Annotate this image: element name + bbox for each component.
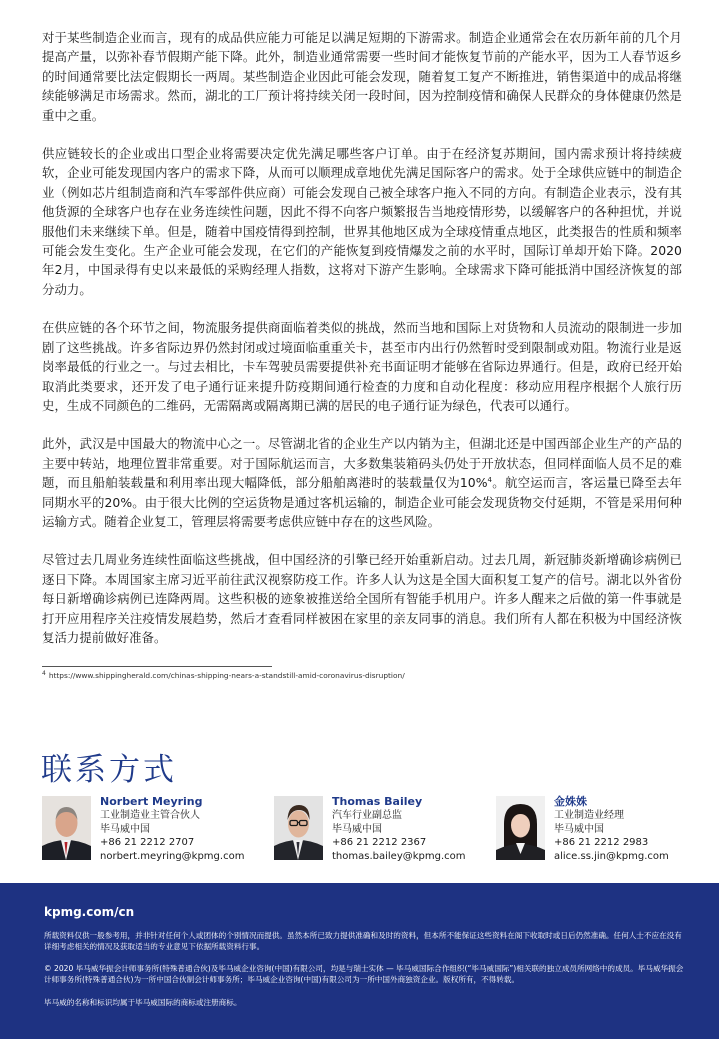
contact-heading: 联系方式	[41, 752, 177, 788]
contact-email[interactable]: alice.ss.jin@kpmg.com	[554, 850, 669, 862]
footer-trademark: 毕马威的名称和标识均属于毕马威国际的商标或注册商标。	[44, 997, 242, 1007]
footnote	[42, 671, 682, 681]
contact-phone: +86 21 2212 2983	[554, 837, 649, 849]
paragraph-4-continued: 。航空运而言，客运量已降至去年同期水平的20%。由于很大比例的空运货物是通过客机运输的，制造企业可能会发现货物交付延期，不管是采用何种运输方式。随着企业复工，管理层将需要考虑供应链中存在的这些风险。	[42, 475, 682, 529]
contact-org: 毕马威中国	[100, 823, 150, 835]
contact-info-bailey	[332, 794, 466, 863]
paragraph-1: 对于某些制造企业而言，现有的成品供应能力可能足以满足短期的下游需求。制造企业通常会在农历新年前的几个月提高产量，以弥补春节假期产能下降。此外，制造业通常需要一些时间才能恢复节前的产能水平，因为工人春节返乡的时间通常要比法定假期长一两周。某些制造企业因此可能会发现，随着复工复产不断推进，销售渠道中的成品将继续能够满足市场需求。然而，湖北的工厂预计将持续关闭一段时间，因为控制疫情和确保人民群众的身体健康仍然是重中之重。	[42, 30, 682, 123]
paragraph-3: 在供应链的各个环节之间，物流服务提供商面临着类似的挑战，然而当地和国际上对货物和人员流动的限制进一步加剧了这些挑战。许多省际边界仍然封闭或过境面临重重关卡，甚至市内出行仍然暂时受到限制或劝阻。物流行业是返岗率最低的行业之一。与过去相比，卡车驾驶员需要提供补充书面证明才能够在省际边界通行。但是，政府已经开始取消此类要求，还开发了电子通行证来提升防疫期间通行检查的力度和自动化程度：移动应用程序根据个人旅行历史，生成不同颜色的二维码，无需隔离或隔离期已满的居民的电子通行证为绿色，代表可以通行。	[42, 320, 682, 413]
contact-photo-bailey	[274, 796, 323, 860]
article-body	[42, 28, 682, 681]
footnote-ref: 4	[487, 476, 493, 484]
contact-title: 汽车行业副总监	[332, 810, 402, 821]
contact-org: 毕马威中国	[554, 823, 604, 835]
footnote-link[interactable]: https://www.shippingherald.com/chinas-shipping-nears-a-standstill-amid-coronavirus-disruption/	[48, 671, 405, 681]
footer-disclaimer: 所载资料仅供一般参考用，并非针对任何个人或团体的个别情况而提供。虽然本所已致力提供准确和及时的资料，但本所不能保证这些资料在阁下收取时或日后仍然准确。任何人士不应在没有详细考虑相关的情况及获取适当的专业意见下依据所载资料行事。	[44, 931, 682, 952]
contact-photo-meyring	[42, 796, 91, 860]
footnote-divider	[42, 666, 272, 667]
footer-copyright: © 2020 毕马威华振会计师事务所(特殊普通合伙)及毕马威企业咨询(中国)有限公司，均是与瑞士实体 — 毕马威国际合作组织(“毕马威国际”)相关联的独立成员所网络中的成员。毕马威华振会计师事务所(特殊普通合伙)为一所中国合伙制会计师事务所；毕马威企业咨询(中国)有限公司为一所中国外商独资企业。版权所有，不得转载。	[44, 963, 684, 985]
paragraph-4-text: 此外，武汉是中国最大的物流中心之一。尽管湖北省的企业生产以内销为主，但湖北还是中国西部企业生产的产品的主要中转站，地理位置非常重要。对于国际航运而言，大多数集装箱码头仍处于开放状态，但同样面临人员不足的难题，而且船舶装载量和利用率出现大幅降低，部分船舶离港时的装载量仅为10%	[42, 436, 682, 491]
contact-org: 毕马威中国	[332, 823, 382, 835]
contact-info-meyring	[100, 794, 244, 863]
footnote-mark: 4	[42, 669, 46, 677]
contact-name: Norbert Meyring	[100, 795, 203, 808]
contact-photo-jin	[496, 796, 545, 860]
contact-title: 工业制造业主管合伙人	[100, 810, 200, 821]
footer-content	[44, 905, 684, 1008]
contact-title: 工业制造业经理	[554, 810, 624, 821]
footer-website-link[interactable]: kpmg.com/cn	[44, 905, 135, 919]
paragraph-4	[42, 434, 682, 531]
contact-info-jin	[554, 794, 669, 863]
contact-name: 金姝姝	[554, 795, 587, 808]
contact-email[interactable]: thomas.bailey@kpmg.com	[332, 850, 466, 862]
contact-name: Thomas Bailey	[332, 795, 423, 808]
paragraph-5: 尽管过去几周业务连续性面临这些挑战，但中国经济的引擎已经开始重新启动。过去几周，新冠肺炎新增确诊病例已逐日下降。本周国家主席习近平前往武汉视察防疫工作。许多人认为这是全国大面积复工复产的信号。湖北以外省份每日新增确诊病例已连降两周。这些积极的迹象被推送给全国所有智能手机用户。许多人醒来之后做的第一件事就是打开应用程序关注疫情发展趋势，然后才查看同样被困在家里的亲友同事的消息。我们所有人都在积极为中国经济恢复活力提前做好准备。	[42, 552, 682, 645]
footer	[0, 883, 719, 1039]
contact-phone: +86 21 2212 2367	[332, 837, 427, 849]
paragraph-2: 供应链较长的企业或出口型企业将需要决定优先满足哪些客户订单。由于在经济复苏期间，国内需求预计将持续疲软，企业可能发现国内客户的需求下降，从而可以顺理成章地优先满足国际客户的需求。处于全球供应链中的制造企业（例如芯片组制造商和汽车零部件供应商）可能会发现自己被全球客户拖入不同的方向。有制造企业表示，没有其他货源的全球客户也存在业务连续性问题，因此不得不向客户频繁报告当地疫情形势，以缓解客户的各种担忧，并说服他们未来继续下单。但是，随着中国疫情得到控制，世界其他地区成为全球疫情重点地区，此类报告的性质和频率可能会发生变化。生产企业可能会发现，在它们的产能恢复到疫情爆发之前的水平时，国际订单却开始下降。2020年2月，中国录得有史以来最低的采购经理人指数，这将对下游产生影响。全球需求下降可能抵消中国经济恢复的部分动力。	[42, 146, 682, 297]
contact-list	[42, 794, 682, 870]
contact-phone: +86 21 2212 2707	[100, 837, 195, 849]
contact-email[interactable]: norbert.meyring@kpmg.com	[100, 850, 245, 862]
